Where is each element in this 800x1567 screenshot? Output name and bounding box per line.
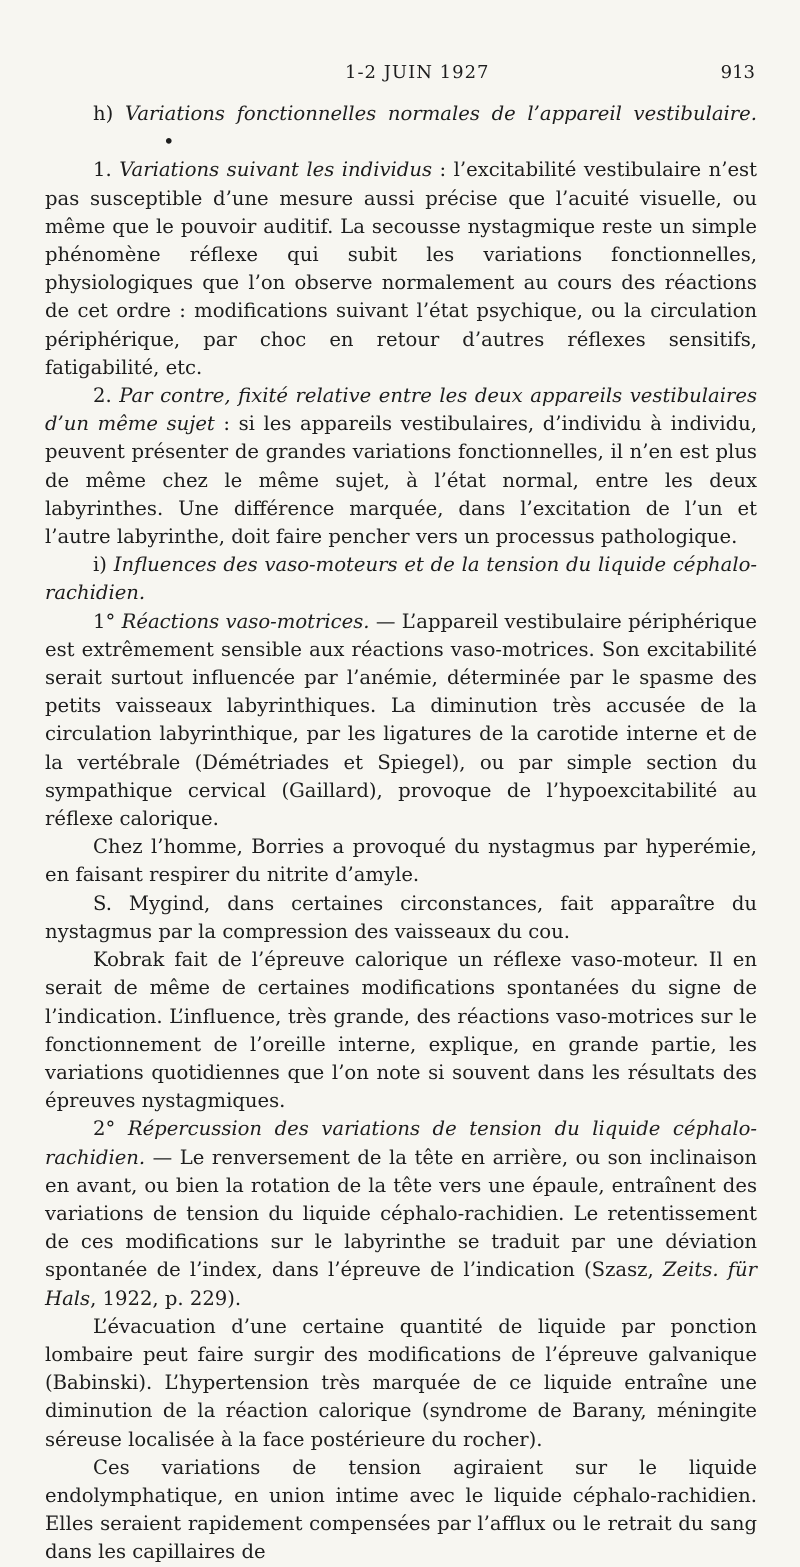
- bullet-mark: •: [163, 130, 175, 154]
- paragraph-8: L’évacuation d’une certaine quantité de liquide par ponction lombaire peut faire surgir des modifications de l’épreuve galvanique (Babinski). L’hypertension très marquée de ce liquide entraîne une diminution de la réaction calorique (syndrome de Barany, méningite séreuse localisée à la face postérieure du rocher).: [45, 1314, 757, 1451]
- paragraph-7-number: 2°: [93, 1117, 128, 1141]
- paragraph-1-text: : l’excitabilité vestibulaire n’est pas susceptible d’une mesure aussi précise que l’acuité visuelle, ou même que le pouvoir auditif. La secousse nystagmique reste un simple phénomène réflexe qui subit les variations fonctionnelles, physiologiques que l’on observe normalement au cours des réactions de cet ordre : modifications suivant l’état psychique, ou la circulation périphérique, par choc en retour d’autres réflexes sensitifs, fatigabilité, etc.: [45, 158, 757, 379]
- body-text: [45, 100, 757, 1567]
- paragraph-7-text: — Le renversement de la tête en arrière, ou son inclinaison en avant, ou bien la rotation de la tête vers une épaule, entraînent des variations de tension du liquide céphalo-rachidien. Le retentissement de ces modifications sur le labyrinthe se traduit par une déviation spontanée de l’index, dans l’épreuve de l’indication (Szasz,: [45, 1145, 757, 1282]
- journal-citation: Zeits. für Hals: [45, 1258, 757, 1310]
- paragraph-9: Ces variations de tension agiraient sur le liquide endolymphatique, en union intime avec le liquide céphalo-rachidien. Elles seraient rapidement compensées par l’afflux ou le retrait du sang dans les capillaires de: [45, 1455, 757, 1564]
- paragraph-7-tail: , 1922, p. 229).: [90, 1286, 242, 1310]
- paragraph-7: [45, 1115, 757, 1312]
- paragraph-2: [45, 382, 757, 551]
- paragraph-1-title: Variations suivant les individus: [119, 158, 433, 182]
- paragraph-1-number: 1.: [93, 158, 120, 182]
- section-heading-h: [45, 100, 757, 156]
- paragraph-3-title: Réactions vaso-motrices.: [121, 609, 370, 633]
- page-number: 913: [720, 62, 755, 83]
- running-header: [95, 62, 755, 86]
- paragraph-2-number: 2.: [93, 384, 120, 408]
- paragraph-6: Kobrak fait de l’épreuve calorique un réflexe vaso-moteur. Il en serait de même de certaines modifications spontanées du signe de l’indication. L’influence, très grande, des réactions vaso-motrices sur le fonctionnement de l’oreille interne, explique, en grande partie, les variations quotidiennes que l’on note si souvent dans les résultats des épreuves nystagmiques.: [45, 948, 757, 1113]
- paragraph-2-title: Par contre, fixité relative entre les deux appareils vestibulaires d’un même sujet: [45, 384, 757, 436]
- paragraph-3: [45, 608, 757, 834]
- section-heading-i: [45, 551, 757, 607]
- paragraph-7-title: Répercussion des variations de tension du liquide céphalo-rachidien.: [45, 1117, 758, 1169]
- paragraph-3-number: 1°: [93, 609, 122, 633]
- paragraph-3-text: — L’appareil vestibulaire périphérique est extrêmement sensible aux réactions vaso-motrices. Son excitabilité serait surtout influencée par l’anémie, déterminée par le spasme des petits vaisseaux labyrinthiques. La diminution très accusée de la circulation labyrinthique, par les ligatures de la carotide interne et de la vertébrale (Démétriades et Spiegel), ou par simple section du sympathique cervical (Gaillard), provoque de l’hypoexcitabilité au réflexe calorique.: [45, 609, 757, 831]
- section-title-i: Influences des vaso-moteurs et de la tension du liquide céphalo-rachidien.: [45, 553, 758, 605]
- paragraph-1: [45, 156, 757, 382]
- header-date: 1-2 JUIN 1927: [345, 62, 490, 83]
- section-title-h: Variations fonctionnelles normales de l’appareil vestibulaire.: [124, 102, 757, 125]
- paragraph-2-text: : si les appareils vestibulaires, d’individu à individu, peuvent présenter de grandes variations fonctionnelles, il n’en est plus de même chez le même sujet, à l’état normal, entre les deux labyrinthes. Une différence marquée, dans l’excitation de l’un et l’autre labyrinthe, doit faire pencher vers un processus pathologique.: [45, 412, 757, 549]
- section-label-h: h): [93, 102, 125, 125]
- paragraph-4: Chez l’homme, Borries a provoqué du nystagmus par hyperémie, en faisant respirer du nitrite d’amyle.: [45, 835, 757, 887]
- section-label-i: i): [93, 553, 114, 577]
- paragraph-5: S. Mygind, dans certaines circonstances, fait apparaître du nystagmus par la compression des vaisseaux du cou.: [45, 891, 757, 943]
